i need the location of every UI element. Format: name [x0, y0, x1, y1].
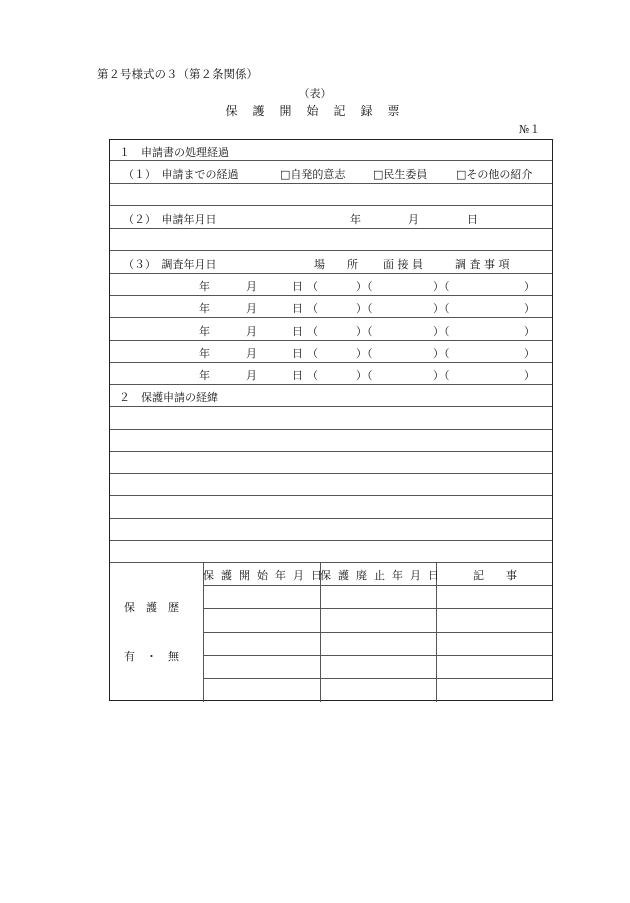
survey-day-unit: 日	[292, 280, 303, 293]
option-welfare-commissioner[interactable]: □民生委員	[373, 168, 428, 181]
survey-year-unit: 年	[199, 325, 210, 338]
paren-matters-close: ）	[524, 347, 535, 360]
form-title: 保護開始記録票	[225, 104, 415, 118]
paren-interviewer-close: ）（	[433, 347, 450, 360]
history-yes-no[interactable]: 有 ・ 無	[124, 650, 179, 663]
option-voluntary[interactable]: □自発的意志	[280, 168, 346, 181]
paren-place-close: ）（	[356, 369, 373, 382]
section1-heading: １ 申請書の処理経過	[119, 146, 229, 159]
survey-year-unit: 年	[199, 280, 210, 293]
survey-month-unit: 月	[246, 325, 257, 338]
paren-place-close: ）（	[356, 325, 373, 338]
survey-matters-header: 調 査 事 項	[455, 258, 510, 271]
paren-interviewer-close: ）（	[433, 369, 450, 382]
application-day-unit: 日	[467, 213, 478, 226]
survey-year-unit: 年	[199, 302, 210, 315]
application-date-label: （２） 申請年月日	[123, 213, 217, 226]
paren-place-close: ）（	[356, 302, 373, 315]
survey-day-unit: 日	[292, 369, 303, 382]
survey-month-unit: 月	[246, 280, 257, 293]
application-month-unit: 月	[408, 213, 419, 226]
survey-place-header: 場 所	[314, 258, 358, 271]
survey-month-unit: 月	[246, 302, 257, 315]
paren-matters-close: ）	[524, 302, 535, 315]
protection-end-date-header: 保護廃止年月日	[320, 569, 446, 582]
survey-day-unit: 日	[292, 325, 303, 338]
survey-interviewer-header: 面 接 員	[383, 258, 423, 271]
paren-place-close: ）（	[356, 347, 373, 360]
paren-open: （	[307, 369, 318, 382]
paren-interviewer-close: ）（	[433, 302, 450, 315]
paren-interviewer-close: ）（	[433, 325, 450, 338]
survey-day-unit: 日	[292, 347, 303, 360]
application-year-unit: 年	[350, 213, 361, 226]
section2-heading: ２ 保護申請の経緯	[119, 391, 218, 404]
record-form-table	[109, 139, 553, 701]
survey-date-label: （３） 調査年月日	[123, 258, 217, 271]
option-other-referral[interactable]: □その他の紹介	[456, 168, 533, 181]
paren-matters-close: ）	[524, 280, 535, 293]
paren-open: （	[307, 325, 318, 338]
application-process-label: （１） 申請までの経過	[123, 168, 239, 181]
survey-month-unit: 月	[246, 369, 257, 382]
document-number: №１	[519, 123, 541, 136]
paren-matters-close: ）	[524, 369, 535, 382]
protection-history-label: 保 護 歴	[124, 601, 179, 614]
survey-day-unit: 日	[292, 302, 303, 315]
survey-year-unit: 年	[199, 369, 210, 382]
protection-start-date-header: 保護開始年月日	[203, 569, 329, 582]
survey-month-unit: 月	[246, 347, 257, 360]
paren-open: （	[307, 347, 318, 360]
survey-year-unit: 年	[199, 347, 210, 360]
front-side-label: （表）	[298, 87, 332, 100]
paren-open: （	[307, 280, 318, 293]
paren-place-close: ）（	[356, 280, 373, 293]
paren-open: （	[307, 302, 318, 315]
form-number-label: 第２号様式の３（第２条関係）	[97, 67, 258, 81]
paren-matters-close: ）	[524, 325, 535, 338]
paren-interviewer-close: ）（	[433, 280, 450, 293]
notes-header: 記 事	[473, 569, 517, 582]
